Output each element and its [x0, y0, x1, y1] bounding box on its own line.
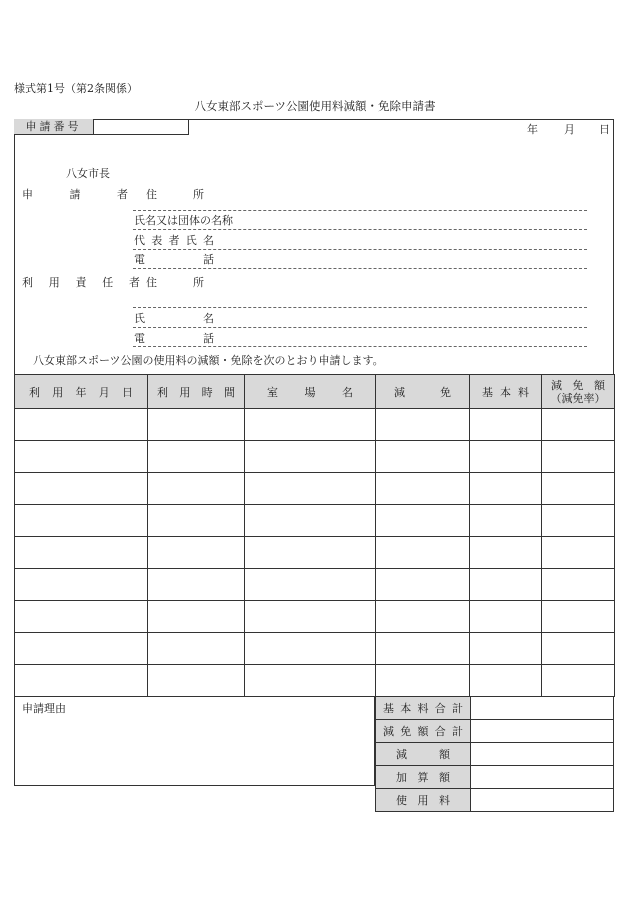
usage-time-cell[interactable] — [148, 633, 245, 665]
basic-fee-cell[interactable] — [470, 537, 542, 569]
reduction-amount-cell[interactable] — [542, 601, 615, 633]
representative-name-label — [134, 232, 214, 248]
label-char: 時 — [201, 385, 213, 399]
applicant-address-label — [146, 186, 204, 202]
room-name-cell[interactable] — [245, 505, 376, 537]
label-char: 計 — [452, 702, 463, 715]
reduction-amount-cell[interactable] — [542, 441, 615, 473]
reduction-cell[interactable] — [376, 537, 470, 569]
usage-time-cell[interactable] — [148, 409, 245, 441]
date-day-label: 日 — [599, 123, 610, 136]
applicant-phone-label — [134, 251, 214, 267]
resp-char: 用 — [48, 276, 60, 289]
usage-time-cell[interactable] — [148, 537, 245, 569]
label-char: 間 — [223, 385, 235, 399]
header-usage-time — [148, 375, 245, 409]
fee-summary-table — [375, 696, 614, 812]
label-char: 使 — [396, 794, 407, 807]
label-char: 利 — [29, 385, 40, 399]
responsible-address-label — [146, 274, 204, 290]
resp-char: 者 — [129, 276, 140, 289]
summary-row — [376, 697, 614, 720]
header-usage-date — [15, 375, 148, 409]
org-name-line[interactable] — [133, 229, 587, 230]
responsible-phone-line[interactable] — [133, 346, 587, 347]
applicant-phone-line[interactable] — [133, 268, 587, 269]
table-row — [15, 633, 615, 665]
room-name-cell[interactable] — [245, 569, 376, 601]
label-char: 用 — [52, 385, 64, 399]
applicant-address-char: 住 — [146, 188, 157, 201]
label-char: 算 — [417, 771, 429, 784]
summary-row — [376, 789, 614, 812]
applicant-address-line[interactable] — [133, 210, 587, 211]
usage-time-cell[interactable] — [148, 569, 245, 601]
usage-table-header — [15, 375, 615, 409]
reduction-cell[interactable] — [376, 473, 470, 505]
room-name-cell[interactable] — [245, 665, 376, 697]
reduction-amount-cell[interactable] — [542, 505, 615, 537]
basic-fee-cell[interactable] — [470, 441, 542, 473]
date-year-label: 年 — [527, 123, 538, 136]
document-title: 八女東部スポーツ公園使用料減額・免除申請書 — [194, 99, 436, 113]
form-reference: 様式第1号（第2条関係） — [14, 82, 138, 95]
application-statement: 八女東部スポーツ公園の使用料の減額・免除を次のとおり申請します。 — [33, 354, 384, 367]
label-char: 料 — [518, 385, 529, 399]
basic-fee-total-label — [376, 697, 471, 720]
summary-row — [376, 766, 614, 789]
resp-char: 任 — [102, 276, 114, 289]
summary-row — [376, 720, 614, 743]
usage-date-cell[interactable] — [15, 633, 148, 665]
room-name-cell[interactable] — [245, 601, 376, 633]
resp-char: 利 — [22, 276, 33, 289]
reduction-cell[interactable] — [376, 633, 470, 665]
phone2-char: 電 — [134, 332, 145, 345]
label-char: 料 — [417, 702, 429, 715]
table-row — [15, 569, 615, 601]
label-char: 利 — [157, 385, 168, 399]
usage-date-cell[interactable] — [15, 505, 148, 537]
table-row — [15, 409, 615, 441]
org-name-label: 氏名又は団体の名称 — [134, 214, 233, 227]
basic-fee-cell[interactable] — [470, 473, 542, 505]
added-amount-value[interactable] — [471, 766, 614, 789]
usage-date-cell[interactable] — [15, 537, 148, 569]
table-row — [15, 665, 615, 697]
reduction-amount-cell[interactable] — [542, 473, 615, 505]
responsible-phone-label — [134, 330, 214, 346]
resp-char: 責 — [75, 276, 87, 289]
representative-line[interactable] — [133, 249, 587, 250]
reduction-total-value[interactable] — [471, 720, 614, 743]
applicant-label — [22, 186, 128, 202]
reason-field[interactable] — [14, 696, 375, 786]
label-char: 減 — [394, 385, 405, 399]
usage-fee-label — [376, 789, 471, 812]
label-char: 合 — [434, 725, 446, 738]
application-number-field[interactable] — [94, 119, 189, 135]
label-char: 本 — [500, 385, 511, 399]
reason-label: 申請理由 — [22, 702, 66, 715]
basic-fee-cell[interactable] — [470, 569, 542, 601]
representative-char: 表 — [151, 234, 163, 247]
reduction-amount-cell[interactable] — [542, 537, 615, 569]
label-char: 額 — [439, 748, 450, 761]
room-name-cell[interactable] — [245, 441, 376, 473]
label-char: 免 — [400, 725, 412, 738]
table-row — [15, 537, 615, 569]
representative-char: 代 — [134, 234, 145, 247]
reduction-cell[interactable] — [376, 569, 470, 601]
room-name-cell[interactable] — [245, 409, 376, 441]
responsible-name-label — [134, 310, 214, 326]
phone-char: 話 — [203, 253, 214, 266]
usage-fee-value[interactable] — [471, 789, 614, 812]
usage-date-cell[interactable] — [15, 409, 148, 441]
label-char: 用 — [179, 385, 191, 399]
basic-fee-cell[interactable] — [470, 633, 542, 665]
summary-row — [376, 743, 614, 766]
label-char: 料 — [439, 794, 450, 807]
label-char: 年 — [75, 385, 87, 399]
usage-time-cell[interactable] — [148, 665, 245, 697]
resp-name-char: 氏 — [134, 312, 145, 325]
usage-time-cell[interactable] — [148, 441, 245, 473]
reduction-amount-cell[interactable] — [542, 665, 615, 697]
usage-time-cell[interactable] — [148, 601, 245, 633]
header-basic-fee — [470, 375, 542, 409]
reduction-cell[interactable] — [376, 409, 470, 441]
usage-table-body — [15, 409, 615, 697]
label-char: 室 — [267, 385, 278, 399]
applicant-label-char: 者 — [117, 188, 128, 201]
added-amount-label — [376, 766, 471, 789]
applicant-section — [14, 119, 614, 374]
header-reduction — [376, 375, 470, 409]
responsible-person-label — [22, 274, 140, 290]
reduction-cell[interactable] — [376, 601, 470, 633]
reduction-cell[interactable] — [376, 665, 470, 697]
reduction-total-label — [376, 720, 471, 743]
date-month-label: 月 — [564, 123, 575, 136]
room-name-cell[interactable] — [245, 473, 376, 505]
usage-time-cell[interactable] — [148, 473, 245, 505]
phone-char: 電 — [134, 253, 145, 266]
representative-char: 氏 — [185, 234, 197, 247]
application-number-label: 申請番号 — [14, 119, 94, 135]
label-char: 額 — [594, 378, 605, 392]
reduction-amount-cell[interactable] — [542, 409, 615, 441]
usage-date-cell[interactable] — [15, 569, 148, 601]
label-char: 月 — [98, 385, 110, 399]
label-char: 日 — [122, 385, 133, 399]
resp-name-char: 名 — [203, 312, 214, 325]
applicant-label-char: 申 — [22, 188, 33, 201]
room-name-cell[interactable] — [245, 633, 376, 665]
label-char: 減 — [396, 748, 407, 761]
reduction-amount-cell[interactable] — [542, 633, 615, 665]
table-row — [15, 473, 615, 505]
header-room-name — [245, 375, 376, 409]
label-char: 本 — [400, 702, 412, 715]
reduction-cell[interactable] — [376, 505, 470, 537]
resp-address-char: 住 — [146, 276, 157, 289]
room-name-cell[interactable] — [245, 537, 376, 569]
label-char: 場 — [304, 385, 316, 399]
label-char: 額 — [417, 725, 429, 738]
label-char: 用 — [417, 794, 429, 807]
label-char: 基 — [383, 702, 394, 715]
representative-char: 名 — [203, 234, 214, 247]
label-char: 額 — [439, 771, 450, 784]
table-row — [15, 441, 615, 473]
basic-fee-cell[interactable] — [470, 409, 542, 441]
table-row — [15, 601, 615, 633]
responsible-name-line[interactable] — [133, 327, 587, 328]
label-char: 免 — [440, 385, 451, 399]
label-char: 名 — [342, 385, 353, 399]
header-reduction-amount — [542, 375, 615, 409]
header-reduction-rate: （減免率） — [550, 391, 606, 405]
usage-date-cell[interactable] — [15, 665, 148, 697]
applicant-address-char: 所 — [193, 188, 204, 201]
phone2-char: 話 — [203, 332, 214, 345]
reduction-amount-cell[interactable] — [542, 569, 615, 601]
usage-table — [14, 374, 615, 697]
label-char: 基 — [482, 385, 493, 399]
label-char: 合 — [434, 702, 446, 715]
usage-date-cell[interactable] — [15, 473, 148, 505]
usage-time-cell[interactable] — [148, 505, 245, 537]
basic-fee-cell[interactable] — [470, 505, 542, 537]
label-char: 減 — [551, 378, 562, 392]
reduced-amount-label — [376, 743, 471, 766]
usage-date-cell[interactable] — [15, 601, 148, 633]
addressee: 八女市長 — [66, 167, 110, 180]
responsible-address-line[interactable] — [133, 307, 587, 308]
reduction-cell[interactable] — [376, 441, 470, 473]
basic-fee-cell[interactable] — [470, 601, 542, 633]
resp-address-char: 所 — [193, 276, 204, 289]
label-char: 計 — [452, 725, 463, 738]
label-char: 減 — [383, 725, 394, 738]
label-char: 免 — [572, 378, 584, 392]
label-char: 加 — [396, 771, 407, 784]
representative-char: 者 — [168, 234, 180, 247]
reduced-amount-value[interactable] — [471, 743, 614, 766]
basic-fee-total-value[interactable] — [471, 697, 614, 720]
usage-date-cell[interactable] — [15, 441, 148, 473]
table-row — [15, 505, 615, 537]
basic-fee-cell[interactable] — [470, 665, 542, 697]
applicant-label-char: 請 — [69, 188, 81, 201]
